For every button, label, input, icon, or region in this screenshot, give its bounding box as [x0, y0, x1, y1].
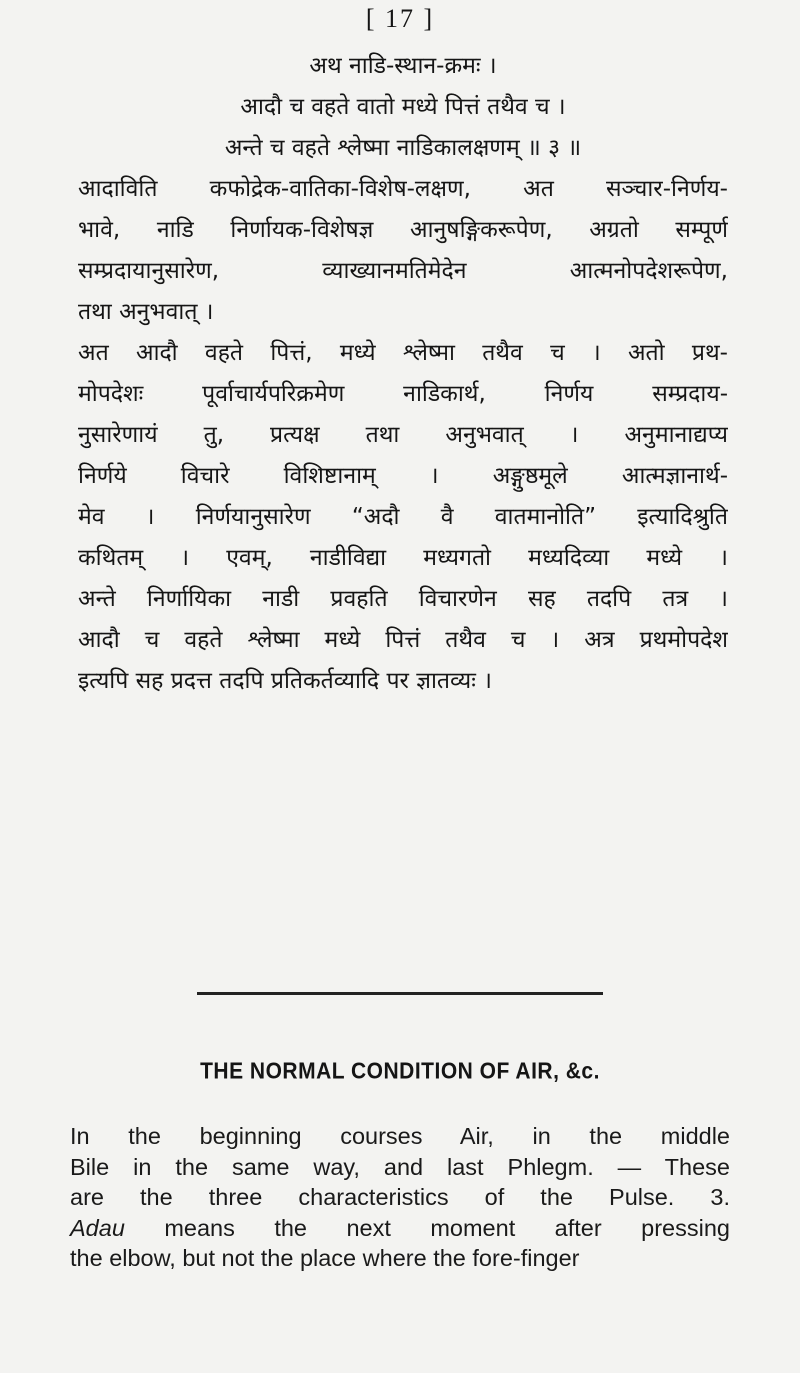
sanskrit-line: मेव । निर्णयानुसारेण “अदौ वै वातमानोति” इत्यादिश्रुति [78, 504, 728, 530]
sanskrit-line: भावे, नाडि निर्णायक-विशेषज्ञ आनुषङ्गिकरूपेण, अग्रतो सम्पूर्ण [78, 217, 728, 243]
english-line-text: Bile in the same way, and last Phlegm. — These [70, 1153, 730, 1180]
english-line-text: means the next moment after pressing [124, 1214, 730, 1241]
english-line-text: In the beginning courses Air, in the middle [70, 1123, 730, 1149]
sanskrit-line: अन्ते च वहते श्लेष्मा नाडिकालक्षणम् ॥ ३ ॥ [224, 135, 582, 161]
sanskrit-line: इत्यपि सह प्रदत्त तदपि प्रतिकर्तव्यादि पर ज्ञातव्यः । [78, 668, 492, 694]
sanskrit-line: नुसारेणायं तु, प्रत्यक्ष तथा अनुभवात् । अनुमानाद्यप्य [78, 422, 728, 448]
english-line [70, 1243, 730, 1274]
sanskrit-line: अत आदौ वहते पित्तं, मध्ये श्लेष्मा तथैव च । अतो प्रथ- [78, 340, 728, 366]
english-line-text: are the three characteristics of the Pulse. 3. [70, 1184, 730, 1210]
italic-term: Adau [70, 1214, 125, 1241]
english-line [70, 1152, 730, 1183]
sanskrit-line: सम्प्रदायानुसारेण, व्याख्यानमतिमेदेन आत्मनोपदेशरूपेण, [78, 258, 728, 284]
english-line [70, 1121, 730, 1152]
sanskrit-line: आदौ च वहते श्लेष्मा मध्ये पित्तं तथैव च । अत्र प्रथमोपदेश [78, 627, 728, 653]
sanskrit-line: अन्ते निर्णायिका नाडी प्रवहति विचारणेन सह तदपि तत्र । [78, 586, 728, 612]
sanskrit-line: आदाविति कफोद्रेक-वातिका-विशेष-लक्षण, अत सञ्चार-निर्णय- [78, 176, 728, 202]
english-text-block [70, 1121, 730, 1274]
section-divider [197, 992, 603, 995]
english-line [70, 1213, 730, 1244]
sanskrit-text-block [78, 46, 728, 702]
section-heading: THE NORMAL CONDITION OF AIR, &c. [200, 1059, 600, 1084]
sanskrit-line: कथितम् । एवम्, नाडीविद्या मध्यगतो मध्यदिव्या मध्ये । [78, 545, 728, 571]
english-line [70, 1182, 730, 1213]
sanskrit-line: आदौ च वहते वातो मध्ये पित्तं तथैव च । [240, 94, 566, 120]
sanskrit-line: अथ नाडि-स्थान-क्रमः । [309, 53, 497, 79]
sanskrit-line: निर्णये विचारे विशिष्टानाम् । अङ्गुष्ठमूले आत्मज्ञानार्थ- [78, 463, 728, 489]
sanskrit-line: तथा अनुभवात् । [78, 299, 214, 325]
page-number: [ 17 ] [365, 4, 435, 33]
sanskrit-line: मोपदेशः पूर्वाचार्यपरिक्रमेण नाडिकार्थ, निर्णय सम्प्रदाय- [78, 381, 728, 407]
english-line-text: the elbow, but not the place where the fore-finger [70, 1245, 580, 1271]
